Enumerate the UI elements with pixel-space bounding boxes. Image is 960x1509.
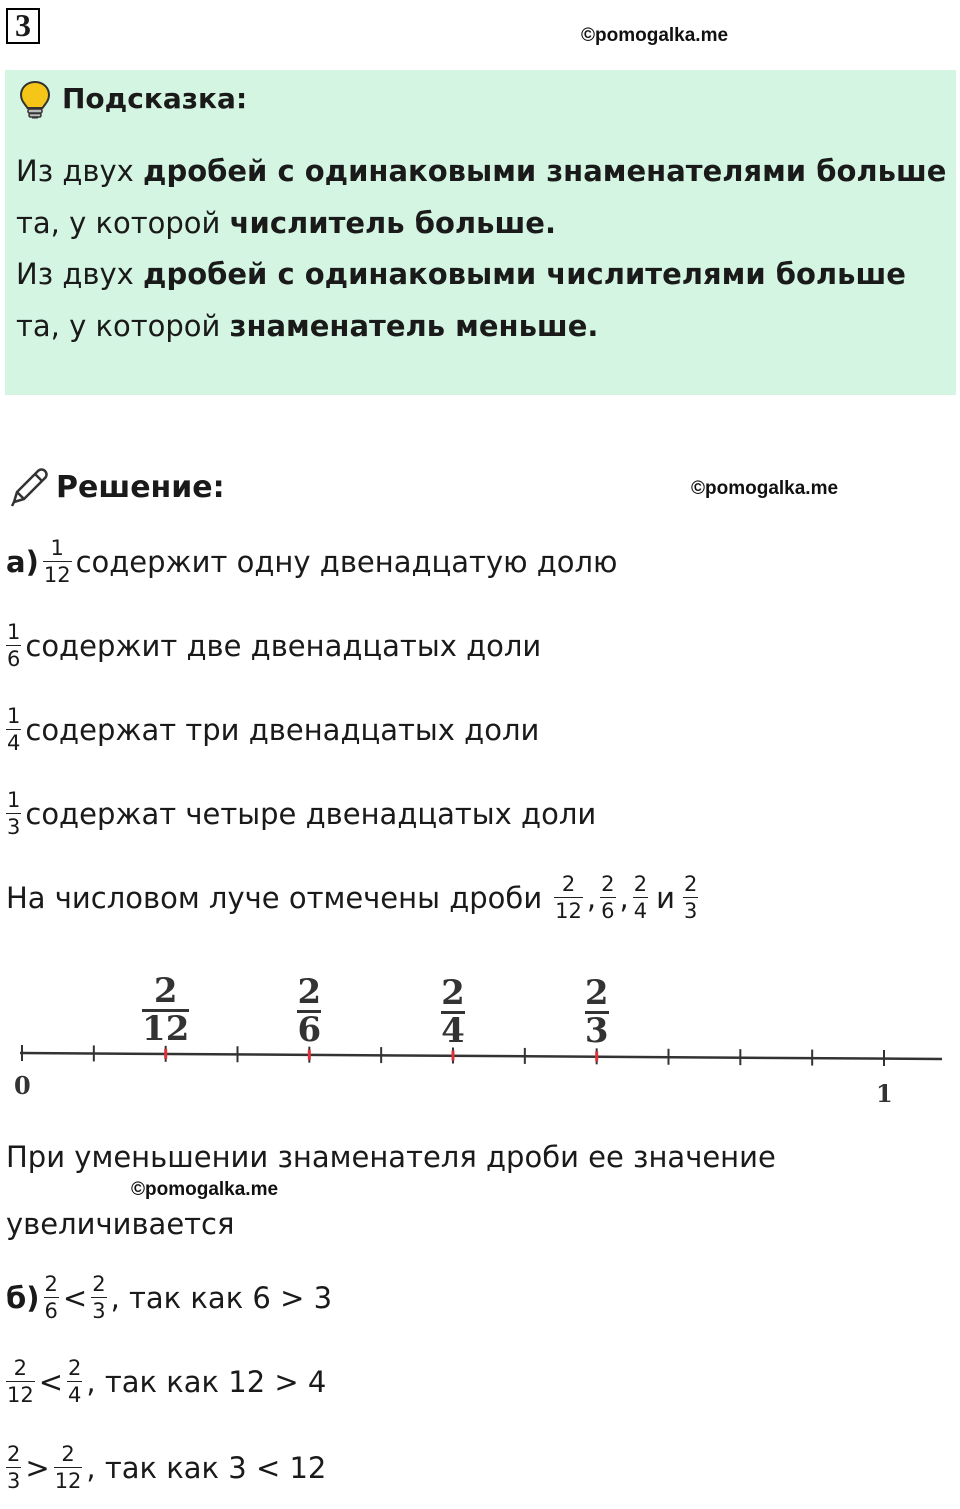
pencil-icon [8,466,50,512]
number-line-fraction-label: 2 6 [297,971,322,1050]
rule-line-1: При уменьшении знаменателя дроби ее значение [6,1140,776,1174]
comparison-3: $\frac{2}{3}$ > $\frac{2}{12}$ , так как 3 < 12 [7,1442,327,1493]
solution-line-4: $\frac{1}{3}$ содержат четыре двенадцатых доли [7,788,597,839]
fraction: $\frac{2}{3}$ [7,1442,21,1493]
fraction: $\frac{2}{12}$ [7,1356,34,1407]
fraction: $\frac{2}{3}$ [683,872,698,923]
solution-line-2: $\frac{1}{6}$ содержит две двенадцатых доли [7,620,542,671]
number-line-zero-label: 0 [14,1071,31,1100]
number-line-one-label: 1 [876,1079,893,1108]
solution-line-3: $\frac{1}{4}$ содержат три двенадцатых доли [7,704,540,755]
fraction: $\frac{1}{6}$ [7,620,21,671]
fraction: $\frac{1}{12}$ [43,536,71,587]
solution-line-1: а) $\frac{1}{12}$ содержит одну двенадцатую долю [6,536,618,587]
comparison-1: б) $\frac{2}{6}$ < $\frac{2}{3}$ , так как 6 > 3 [6,1272,333,1323]
part-b-label: б) [6,1280,40,1315]
hint-text: Из двух дробей с одинаковыми знаменателями больше та, у которой числитель больше. Из двух дробей с одинаковыми числителями больше та, у которой знаменатель меньше. [16,154,947,343]
fraction: $\frac{2}{4}$ [633,872,648,923]
comparison-2: $\frac{2}{12}$ < $\frac{2}{4}$ , так как 12 > 4 [7,1356,327,1407]
number-line-fraction-label: 2 12 [142,970,190,1049]
hint-title: Подсказка: [62,82,248,115]
fraction: $\frac{1}{4}$ [7,704,21,755]
fraction: $\frac{2}{4}$ [68,1356,82,1407]
number-line-fraction-label: 2 4 [441,972,465,1051]
watermark-top: ©pomogalka.me [581,25,729,46]
fraction: $\frac{2}{3}$ [92,1272,106,1323]
fraction: $\frac{1}{3}$ [7,788,21,839]
fraction: $\frac{2}{12}$ [555,872,582,923]
number-line-axis [20,1053,942,1059]
solution-title: Решение: [56,470,225,505]
watermark-middle: ©pomogalka.me [691,478,839,499]
task-number: 3 [6,8,40,44]
number-line-fraction-label: 2 3 [584,973,609,1052]
rule-line-2: увеличивается [6,1207,235,1241]
fraction: $\frac{2}{12}$ [54,1442,82,1493]
number-line-figure [0,965,960,1115]
watermark-bottom: ©pomogalka.me [131,1179,279,1200]
fraction: $\frac{2}{6}$ [601,872,615,923]
marked-fractions-line: На числовом луче отмечены дроби $\frac{2}{12}$ , $\frac{2}{6}$ , $\frac{2}{4}$ и $\frac{2}{3}$ [6,872,698,923]
lightbulb-icon [18,80,52,124]
part-a-label: а) [6,544,39,579]
fraction: $\frac{2}{6}$ [44,1272,58,1323]
